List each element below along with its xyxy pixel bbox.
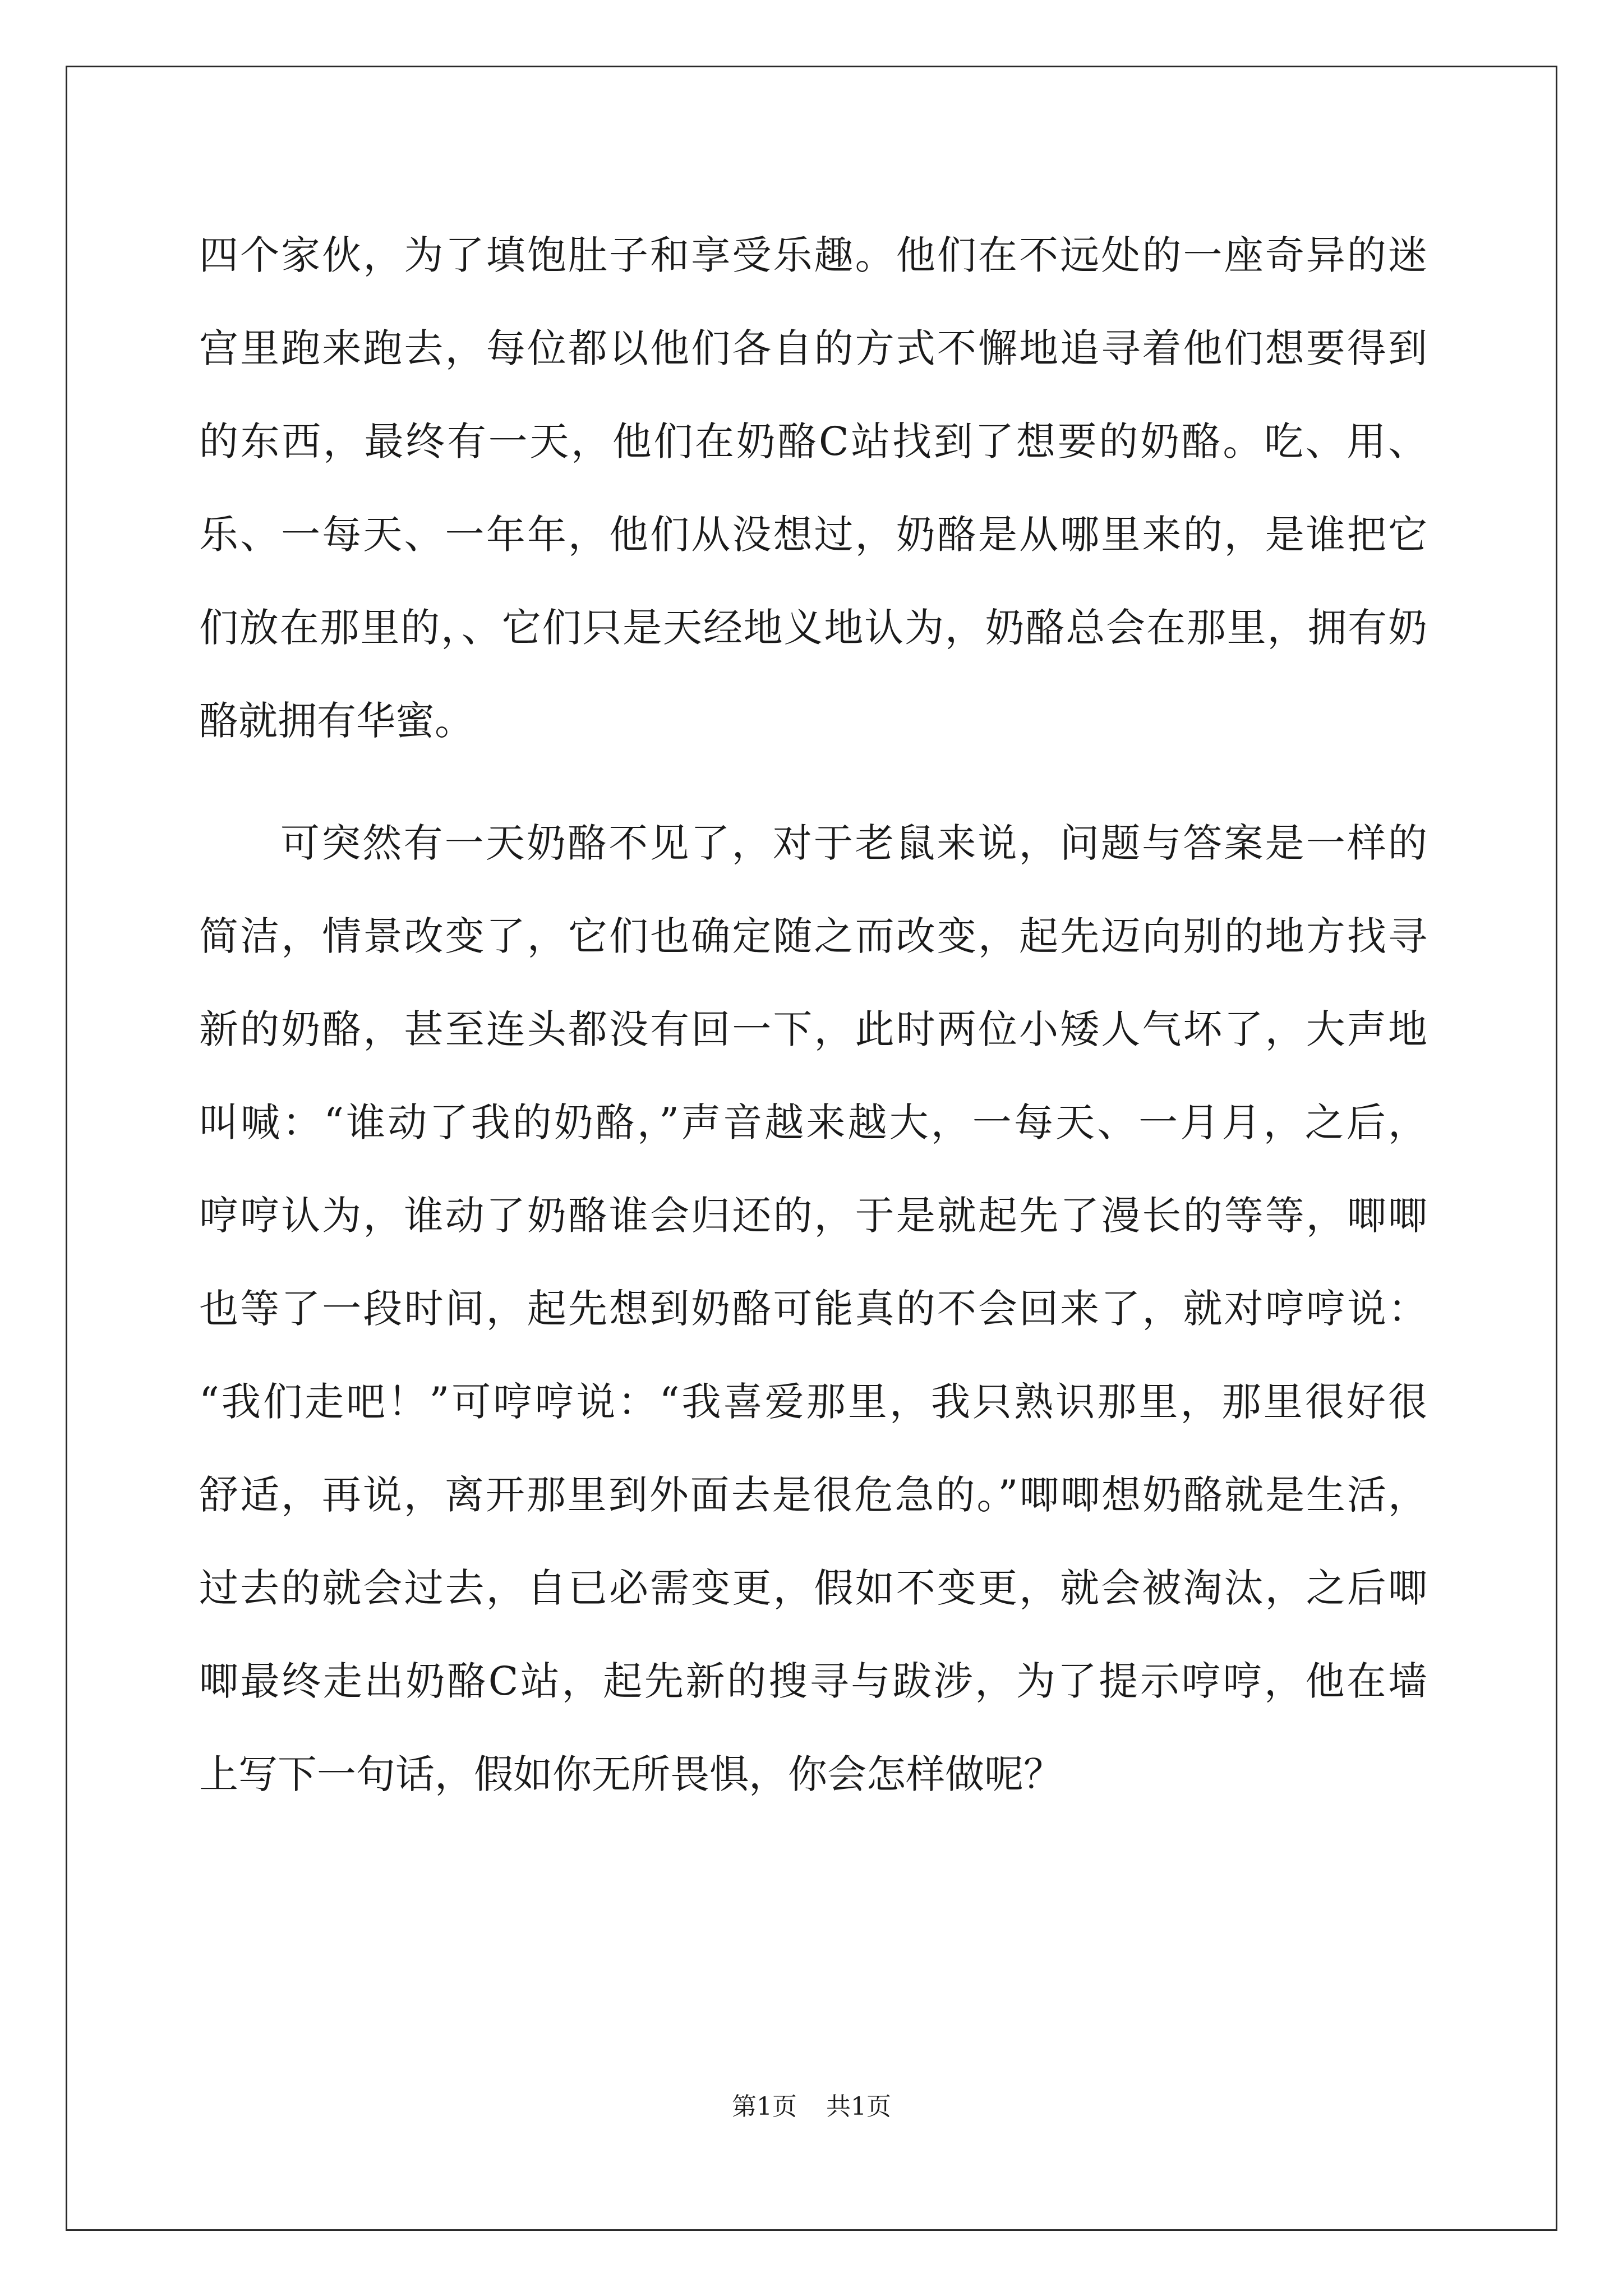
paragraph-2-line-8: 舒适，再说，离开那里到外面去是很危急的。”唧唧想奶酪就是生活， [199,1472,1427,1518]
paragraph-1-line-1: 四个家伙，为了填饱肚子和享受乐趣。他们在不远处的一座奇异的迷 [199,232,1427,278]
paragraph-1-line-2: 宫里跑来跑去，每位都以他们各自的方式不懈地追寻着他们想要得到 [199,325,1427,371]
document-body [199,209,1427,1821]
paragraph-2-line-11: 上写下一句话，假如你无所畏惧，你会怎样做呢？ [199,1751,1063,1797]
paragraph-2-line-9: 过去的就会过去，自已必需变更，假如不变更，就会被淘汰，之后唧 [199,1565,1427,1611]
paragraph-2-line-7: “我们走吧！”可哼哼说：“我喜爱那里，我只熟识那里，那里很好很 [199,1379,1427,1425]
paragraph-2-line-10: 唧最终走出奶酪C站，起先新的搜寻与跋涉，为了提示哼哼，他在墙 [199,1658,1427,1704]
paragraph-2-line-2: 简洁，情景改变了，它们也确定随之而改变，起先迈向别的地方找寻 [199,913,1427,959]
page-number-label: 第1页 [732,2092,797,2121]
paragraph-1-line-6: 酪就拥有华蜜。 [199,698,474,744]
paragraph-1-line-5: 们放在那里的，、它们只是天经地义地认为，奶酪总会在那里，拥有奶 [199,605,1427,651]
paragraph-2-line-6: 也等了一段时间，起先想到奶酪可能真的不会回来了，就对哼哼说： [199,1286,1427,1332]
paragraph-2-line-4: 叫喊：“谁动了我的奶酪，”声音越来越大，一每天、一月月，之后， [199,1099,1427,1145]
paragraph-2-line-5: 哼哼认为，谁动了奶酪谁会归还的，于是就起先了漫长的等等，唧唧 [199,1193,1427,1239]
total-pages-label: 共1页 [826,2092,891,2121]
paragraph-1-line-3: 的东西，最终有一天，他们在奶酪C站找到了想要的奶酪。吃、用、 [199,418,1427,464]
paragraph-2-line-3: 新的奶酪，甚至连头都没有回一下，此时两位小矮人气坏了，大声地 [199,1006,1427,1052]
page-footer [0,2091,1623,2123]
paragraph-1-line-4: 乐、一每天、一年年，他们从没想过，奶酪是从哪里来的，是谁把它 [199,512,1427,558]
paragraph-2-line-1: 可突然有一天奶酪不见了，对于老鼠来说，问题与答案是一样的 [280,820,1427,866]
paragraph-spacer [199,767,1427,797]
